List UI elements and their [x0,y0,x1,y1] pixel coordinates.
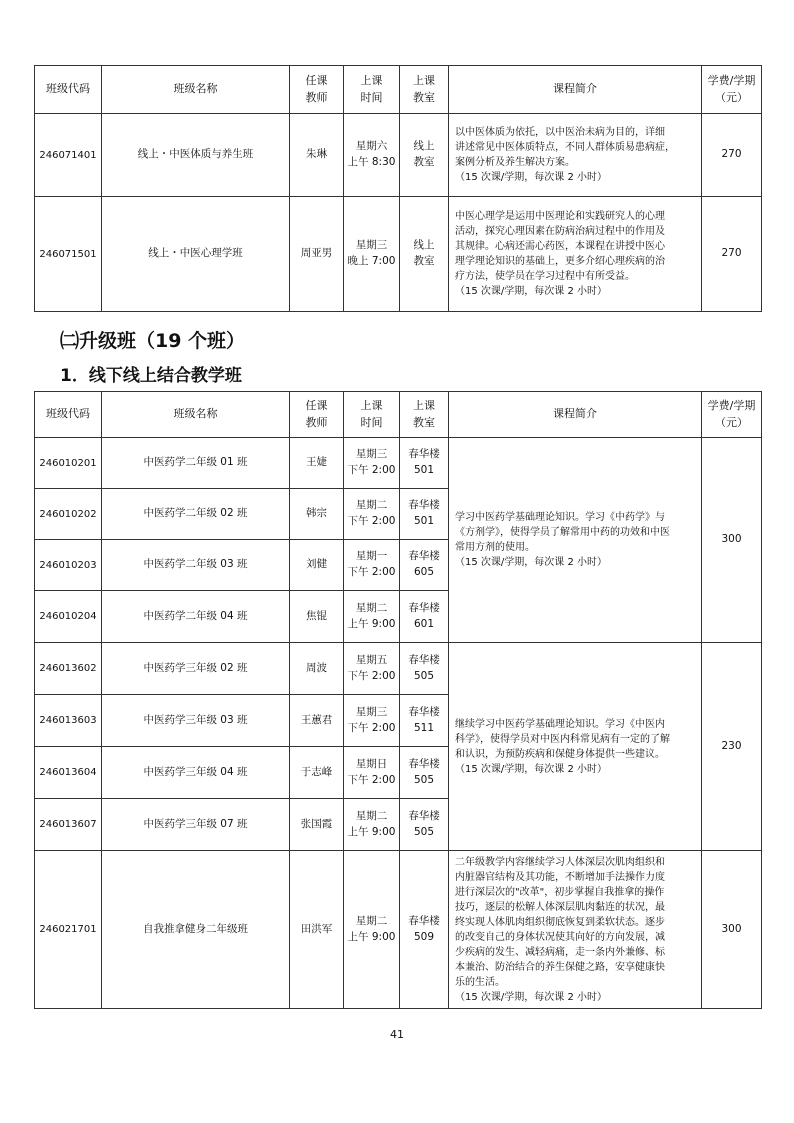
tuition-fee: 300 [702,438,762,643]
teacher-name: 朱琳 [290,114,344,197]
classroom: 春华楼 605 [400,540,449,591]
class-code: 246010203 [35,540,102,591]
header-intro: 课程简介 [449,66,702,114]
class-name: 线上・中医体质与养生班 [102,114,290,197]
section-heading-upgrade: ㈡升级班（19 个班） [60,330,246,352]
class-name: 中医药学三年级 03 班 [102,695,290,747]
page-number: 41 [390,1028,404,1041]
class-code: 246013603 [35,695,102,747]
class-time: 星期二 下午 2:00 [344,489,400,540]
class-code: 246013602 [35,643,102,695]
class-code: 246071401 [35,114,102,197]
header-fee: 学费/学期 （元） [702,392,762,438]
class-code: 246010204 [35,591,102,643]
class-code: 246021701 [35,851,102,1009]
class-code: 246013604 [35,747,102,799]
course-table-blended [34,391,762,1009]
classroom: 春华楼 511 [400,695,449,747]
class-time: 星期二 上午 9:00 [344,851,400,1009]
table-header-row [35,66,762,114]
class-time: 星期三 下午 2:00 [344,438,400,489]
class-name: 中医药学二年级 04 班 [102,591,290,643]
header-code: 班级代码 [35,392,102,438]
subsection-heading-blended: 1．线下线上结合教学班 [60,366,242,386]
teacher-name: 王蕙君 [290,695,344,747]
tuition-fee: 270 [702,197,762,312]
classroom: 线上 教室 [400,197,449,312]
header-name: 班级名称 [102,392,290,438]
teacher-name: 田洪军 [290,851,344,1009]
header-name: 班级名称 [102,66,290,114]
table-row [35,114,762,197]
course-intro: 二年级教学内容继续学习人体深层次肌肉组织和 内脏器官结构及其功能，不断增加手法操作力度 进行深层次的"改革"，初步掌握自我推拿的操作 技巧，逐层的松解人体深层肌肉黏连的状况，最 终实现人体肌肉组织彻底恢复到柔软状态。逐步 的改变自己的身体状况使其向好的方向发展，减 少疾病的发生、减轻病痛，走一条内外兼修、标 本兼治、防治结合的养生保健之路，安享健康快 乐的生活。 （15 次课/学期，每次课 2 小时） [449,851,702,1009]
class-time: 星期六 上午 8:30 [344,114,400,197]
classroom: 春华楼 601 [400,591,449,643]
table-row [35,197,762,312]
class-time: 星期三 晚上 7:00 [344,197,400,312]
teacher-name: 于志峰 [290,747,344,799]
teacher-name: 周波 [290,643,344,695]
header-time: 上课 时间 [344,392,400,438]
classroom: 春华楼 509 [400,851,449,1009]
class-name: 中医药学二年级 02 班 [102,489,290,540]
class-name: 线上・中医心理学班 [102,197,290,312]
class-name: 中医药学三年级 02 班 [102,643,290,695]
classroom: 春华楼 501 [400,438,449,489]
class-code: 246010201 [35,438,102,489]
class-name: 中医药学二年级 01 班 [102,438,290,489]
header-teacher: 任课 教师 [290,66,344,114]
classroom: 春华楼 505 [400,643,449,695]
tuition-fee: 230 [702,643,762,851]
class-time: 星期日 下午 2:00 [344,747,400,799]
classroom: 春华楼 505 [400,799,449,851]
course-intro: 学习中医药学基础理论知识。学习《中药学》与 《方剂学》，使得学员了解常用中药的功效和中医 常用方剂的使用。 （15 次课/学期，每次课 2 小时） [449,438,702,643]
class-time: 星期一 下午 2:00 [344,540,400,591]
header-code: 班级代码 [35,66,102,114]
teacher-name: 刘健 [290,540,344,591]
course-intro: 中医心理学是运用中医理论和实践研究人的心理 活动，探究心理因素在防病治病过程中的作用及 其规律。心病还需心药医，本课程在讲授中医心 理学理论知识的基础上，更多介绍心理疾病的治 疗方法，使学员在学习过程中有所受益。 （15 次课/学期，每次课 2 小时） [449,197,702,312]
table-row [35,851,762,1009]
class-time: 星期二 上午 9:00 [344,591,400,643]
classroom: 春华楼 501 [400,489,449,540]
class-time: 星期三 下午 2:00 [344,695,400,747]
course-intro: 以中医体质为依托，以中医治未病为目的，详细 讲述常见中医体质特点，不同人群体质易患病症， 案例分析及养生解决方案。 （15 次课/学期，每次课 2 小时） [449,114,702,197]
class-name: 中医药学二年级 03 班 [102,540,290,591]
teacher-name: 张国霞 [290,799,344,851]
header-time: 上课 时间 [344,66,400,114]
table-row [35,643,762,695]
teacher-name: 韩宗 [290,489,344,540]
header-intro: 课程简介 [449,392,702,438]
class-name: 中医药学三年级 07 班 [102,799,290,851]
class-code: 246071501 [35,197,102,312]
class-code: 246013607 [35,799,102,851]
teacher-name: 焦锟 [290,591,344,643]
class-time: 星期五 下午 2:00 [344,643,400,695]
header-fee: 学费/学期 （元） [702,66,762,114]
course-table-online [34,65,762,312]
teacher-name: 周亚男 [290,197,344,312]
class-name: 中医药学三年级 04 班 [102,747,290,799]
tuition-fee: 300 [702,851,762,1009]
classroom: 线上 教室 [400,114,449,197]
course-intro: 继续学习中医药学基础理论知识。学习《中医内 科学》，使得学员对中医内科常见病有一定的了解 和认识，为预防疾病和保健身体提供一些建议。 （15 次课/学期，每次课 2 小时） [449,643,702,851]
table-row [35,438,762,489]
class-code: 246010202 [35,489,102,540]
header-teacher: 任课 教师 [290,392,344,438]
tuition-fee: 270 [702,114,762,197]
teacher-name: 王婕 [290,438,344,489]
classroom: 春华楼 505 [400,747,449,799]
class-name: 自我推拿健身二年级班 [102,851,290,1009]
header-room: 上课 教室 [400,66,449,114]
table-header-row [35,392,762,438]
header-room: 上课 教室 [400,392,449,438]
class-time: 星期二 上午 9:00 [344,799,400,851]
